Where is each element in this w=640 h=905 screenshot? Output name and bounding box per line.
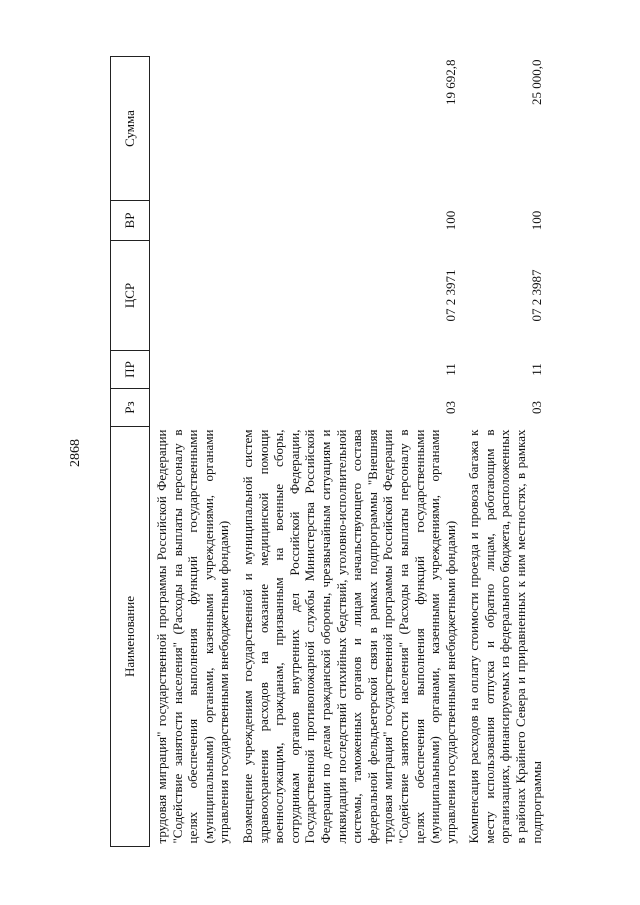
header-vr: ВР <box>111 201 150 241</box>
header-pr: ПР <box>111 351 150 389</box>
header-sum: Сумма <box>111 57 150 201</box>
table-row <box>462 57 548 847</box>
header-rz: Рз <box>111 389 150 427</box>
row-vr <box>150 201 236 241</box>
row-name: Возмещение учреждениям государственной и муниципальной систем здравоохранения расходов на оказание медицинской помощи военнослужащим, гражданам, призванным на военные сборы, сотрудникам органов внутренних дел Российской Федерации, Государственной противопожарной службы Министерства Российской Федерации по делам гражданской обороны, чрезвычайным ситуациям и ликвидации последствий стихийных бедствий, уголовно-исполнительной системы, таможенных органов и лицам начальствующего состава федеральной фельдъегерской связи в рамках подпрограммы "Внешняя трудовая миграция" государственной программы Российской Федерации "Содействие занятости населения" (Расходы на выплаты персоналу в целях обеспечения выполнения функций государственными (муниципальными) органами, казенными учреждениями, органами управления государственными внебюджетными фондами) <box>239 429 458 844</box>
table-row <box>236 57 462 847</box>
page-number: 2868 <box>68 439 83 467</box>
row-name: Компенсация расходов на оплату стоимости проезда и провоза багажа к месту использования отпуска и обратно лицам, работающим в организациях, финансируемых из федерального бюджета, расположенных в районах Крайнего Севера и приравненных к ним местностях, в рамках подпрограммы <box>466 429 544 844</box>
row-rz <box>150 389 236 427</box>
row-sum: 19 692,8 <box>442 59 458 105</box>
row-vr: 100 <box>528 210 544 231</box>
table-header-row <box>111 57 150 847</box>
row-pr: 11 <box>528 363 544 376</box>
row-pr: 11 <box>442 363 458 376</box>
table-row <box>150 57 236 847</box>
row-csr <box>150 241 236 351</box>
row-csr: 07 2 3971 <box>442 269 458 322</box>
row-pr <box>150 351 236 389</box>
header-name: Наименование <box>111 427 150 847</box>
header-csr: ЦСР <box>111 241 150 351</box>
row-rz: 03 <box>442 401 458 414</box>
row-rz: 03 <box>528 401 544 414</box>
row-sum <box>150 57 236 201</box>
row-name: трудовая миграция" государственной программы Российской Федерации "Содействие занятости населения" (Расходы на выплаты персоналу в целях обеспечения выполнения функций государственными (муниципальными) органами, казенными учреждениями, органами управления государственными внебюджетными фондами) <box>154 429 232 844</box>
row-sum: 25 000,0 <box>528 59 544 105</box>
row-vr: 100 <box>442 210 458 231</box>
rotated-page-content <box>110 57 630 847</box>
budget-table <box>110 56 548 847</box>
row-csr: 07 2 3987 <box>528 269 544 322</box>
